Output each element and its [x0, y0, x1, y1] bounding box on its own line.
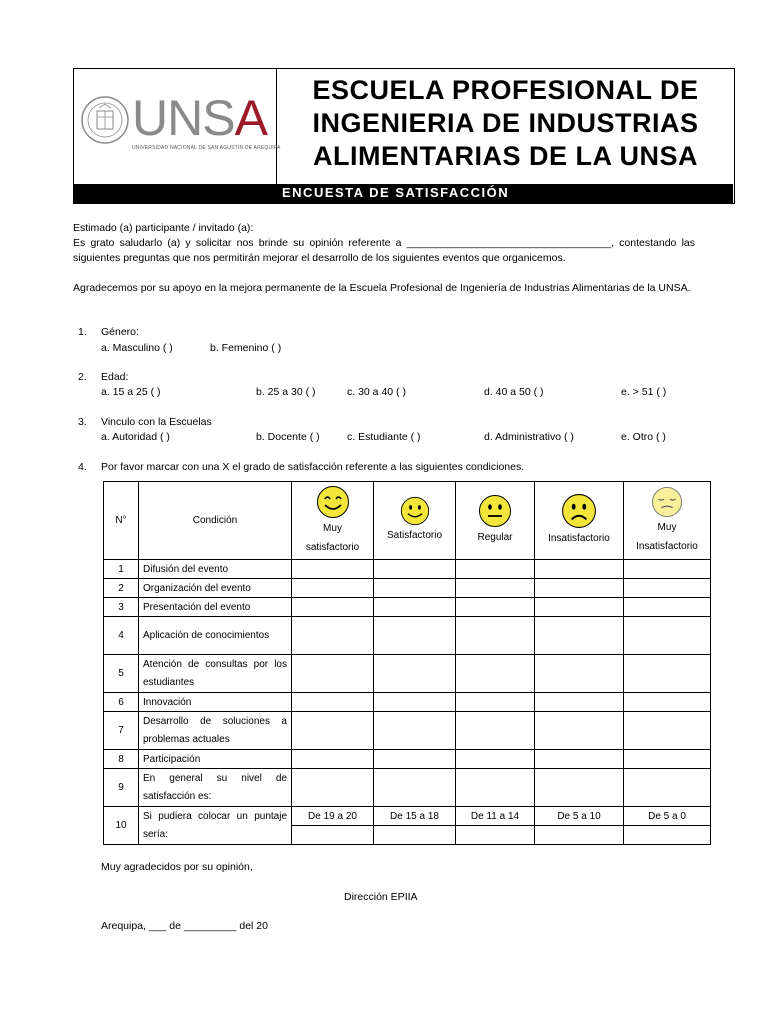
- rating-cell[interactable]: [456, 750, 535, 769]
- rating-cell[interactable]: [456, 693, 535, 712]
- header-muy-insatisfactorio: [624, 482, 711, 560]
- rating-cell[interactable]: [456, 560, 535, 579]
- rating-cell[interactable]: [624, 769, 711, 807]
- title-cell: [277, 69, 734, 184]
- table-row: [104, 693, 711, 712]
- satisfaction-table: [103, 481, 711, 845]
- subtitle-bar: [74, 184, 733, 203]
- unhappy-face-icon: [651, 486, 683, 518]
- rating-cell[interactable]: [624, 560, 711, 579]
- rating-cell[interactable]: [535, 617, 624, 655]
- intro-paragraph-1: Es grato saludarlo (a) y solicitar nos brinde su opinión referente a ___________________________________, contestando las siguientes preguntas que nos permitirán mejorar el desarrollo de los siguientes eventos que organicemos.: [73, 237, 695, 264]
- q4-label: Por favor marcar con una X el grado de satisfacción referente a las siguientes condiciones.: [101, 461, 525, 473]
- intro-paragraph-2: Agradecemos por su apoyo en la mejora permanente de la Escuela Profesional de Ingeniería de Industrias Alimentarias de la UNSA.: [73, 282, 691, 294]
- survey-subtitle: ENCUESTA DE SATISFACCIÓN: [282, 185, 510, 200]
- table-row: [104, 769, 711, 807]
- rating-cell[interactable]: [456, 598, 535, 617]
- header-label: Satisfactorio: [386, 530, 443, 541]
- neutral-face-icon: [478, 494, 512, 528]
- university-seal-icon: [80, 95, 130, 145]
- rating-cell[interactable]: [456, 579, 535, 598]
- rating-cell[interactable]: [374, 693, 456, 712]
- rating-cell[interactable]: [374, 750, 456, 769]
- rating-cell[interactable]: [624, 655, 711, 693]
- q3-option-a[interactable]: a. Autoridad ( ): [101, 431, 170, 443]
- rating-cell[interactable]: [535, 598, 624, 617]
- row-number: 2: [104, 579, 139, 598]
- rating-cell[interactable]: [535, 579, 624, 598]
- rating-cell[interactable]: [292, 712, 374, 750]
- row-number: 10: [104, 807, 139, 845]
- row-number: 6: [104, 693, 139, 712]
- table-row: [104, 655, 711, 693]
- logo-cell: [74, 69, 281, 184]
- q3-option-c[interactable]: c. Estudiante ( ): [347, 431, 421, 443]
- row-number: 1: [104, 560, 139, 579]
- row-condition: Presentación del evento: [139, 598, 292, 617]
- row-number: 5: [104, 655, 139, 693]
- row-condition: Aplicación de conocimientos: [139, 617, 292, 655]
- rating-cell[interactable]: [624, 598, 711, 617]
- rating-cell[interactable]: [374, 826, 456, 845]
- title-line-2: INGENIERIA DE INDUSTRIAS: [312, 108, 699, 138]
- sad-face-icon: [561, 493, 597, 529]
- very-happy-face-icon: [316, 485, 350, 519]
- q4-number: 4.: [78, 461, 87, 473]
- header-label: Muy satisfactorio: [305, 522, 360, 553]
- q2-option-d[interactable]: d. 40 a 50 ( ): [484, 386, 544, 398]
- rating-cell[interactable]: [535, 826, 624, 845]
- q3-option-e[interactable]: e. Otro ( ): [621, 431, 666, 443]
- rating-cell[interactable]: [374, 579, 456, 598]
- q1-label: Género:: [101, 326, 139, 338]
- table-row: [104, 750, 711, 769]
- rating-cell[interactable]: [374, 560, 456, 579]
- table-row: [104, 579, 711, 598]
- greeting: Estimado (a) participante / invitado (a):: [73, 222, 254, 234]
- rating-cell[interactable]: [292, 750, 374, 769]
- row-number: 7: [104, 712, 139, 750]
- row-condition: Participación: [139, 750, 292, 769]
- table-row: [104, 617, 711, 655]
- rating-cell[interactable]: [624, 617, 711, 655]
- rating-cell[interactable]: [292, 617, 374, 655]
- header-satisfactorio: [374, 482, 456, 560]
- rating-cell[interactable]: [535, 712, 624, 750]
- rating-cell[interactable]: [535, 560, 624, 579]
- rating-cell[interactable]: [456, 769, 535, 807]
- header-number: N°: [104, 482, 139, 560]
- rating-cell[interactable]: [374, 655, 456, 693]
- row-condition: Atención de consultas por los estudiantes: [139, 655, 292, 693]
- rating-cell[interactable]: [535, 693, 624, 712]
- row-number: 8: [104, 750, 139, 769]
- rating-cell[interactable]: [292, 560, 374, 579]
- table-row: [104, 712, 711, 750]
- rating-cell[interactable]: [292, 579, 374, 598]
- header-box: [73, 68, 735, 204]
- q1-number: 1.: [78, 326, 87, 338]
- q2-option-e[interactable]: e. > 51 ( ): [621, 386, 667, 398]
- q2-label: Edad:: [101, 371, 129, 383]
- row-number: 4: [104, 617, 139, 655]
- q1-option-b[interactable]: b. Femenino ( ): [210, 342, 282, 354]
- q3-option-d[interactable]: d. Administrativo ( ): [484, 431, 574, 443]
- rating-cell[interactable]: [374, 598, 456, 617]
- happy-face-icon: [400, 496, 430, 526]
- thanks-text: Muy agradecidos por su opinión,: [101, 861, 253, 873]
- logo-wordmark: UNSA: [132, 90, 267, 146]
- title-line-3: ALIMENTARIAS DE LA UNSA: [313, 141, 698, 171]
- score-range: De 11 a 14: [456, 807, 535, 826]
- row-condition: Si pudiera colocar un puntaje sería:: [139, 807, 292, 845]
- table-row: [104, 560, 711, 579]
- q3-number: 3.: [78, 416, 87, 428]
- rating-cell[interactable]: [292, 826, 374, 845]
- rating-cell[interactable]: [456, 617, 535, 655]
- rating-cell[interactable]: [292, 598, 374, 617]
- row-condition: En general su nivel de satisfacción es:: [139, 769, 292, 807]
- table-row: [104, 807, 711, 826]
- header-label: Insatisfactorio: [548, 533, 610, 544]
- header-regular: [456, 482, 535, 560]
- rating-cell[interactable]: [624, 579, 711, 598]
- rating-cell[interactable]: [624, 712, 711, 750]
- title-line-1: ESCUELA PROFESIONAL DE: [312, 75, 699, 105]
- score-range: De 5 a 10: [535, 807, 624, 826]
- header-label: Muy Insatisfactorio: [636, 521, 698, 552]
- place-date-line[interactable]: Arequipa, ___ de _________ del 20: [101, 920, 268, 932]
- q3-option-b[interactable]: b. Docente ( ): [256, 431, 320, 443]
- rating-cell[interactable]: [456, 655, 535, 693]
- rating-cell[interactable]: [292, 693, 374, 712]
- rating-cell[interactable]: [374, 769, 456, 807]
- rating-cell[interactable]: [456, 712, 535, 750]
- score-range: De 15 a 18: [374, 807, 456, 826]
- rating-cell[interactable]: [535, 655, 624, 693]
- table-header-row: [104, 482, 711, 560]
- rating-cell[interactable]: [535, 769, 624, 807]
- table-row: [104, 598, 711, 617]
- score-range: De 19 a 20: [292, 807, 374, 826]
- header-label: Regular: [477, 532, 513, 543]
- q1-option-a[interactable]: a. Masculino ( ): [101, 342, 173, 354]
- q2-option-b[interactable]: b. 25 a 30 ( ): [256, 386, 316, 398]
- q2-number: 2.: [78, 371, 87, 383]
- header-muy-satisfactorio: [292, 482, 374, 560]
- rating-cell[interactable]: [624, 750, 711, 769]
- rating-cell[interactable]: [292, 655, 374, 693]
- q3-label: Vinculo con la Escuelas: [101, 416, 212, 428]
- logo-subtitle: UNIVERSIDAD NACIONAL DE SAN AGUSTÍN DE AREQUIPA: [132, 145, 281, 151]
- header-condition: Condición: [139, 482, 292, 560]
- q2-option-c[interactable]: c. 30 a 40 ( ): [347, 386, 406, 398]
- row-number: 3: [104, 598, 139, 617]
- row-condition: Desarrollo de soluciones a problemas actuales: [139, 712, 292, 750]
- rating-cell[interactable]: [535, 750, 624, 769]
- rating-cell[interactable]: [292, 769, 374, 807]
- row-condition: Innovación: [139, 693, 292, 712]
- rating-cell[interactable]: [374, 712, 456, 750]
- q2-option-a[interactable]: a. 15 a 25 ( ): [101, 386, 161, 398]
- rating-cell[interactable]: [456, 826, 535, 845]
- rating-cell[interactable]: [624, 693, 711, 712]
- rating-cell[interactable]: [624, 826, 711, 845]
- score-range: De 5 a 0: [624, 807, 711, 826]
- header-insatisfactorio: [535, 482, 624, 560]
- row-number: 9: [104, 769, 139, 807]
- row-condition: Organización del evento: [139, 579, 292, 598]
- signature-text: Dirección EPIIA: [344, 891, 418, 903]
- rating-cell[interactable]: [374, 617, 456, 655]
- row-condition: Difusión del evento: [139, 560, 292, 579]
